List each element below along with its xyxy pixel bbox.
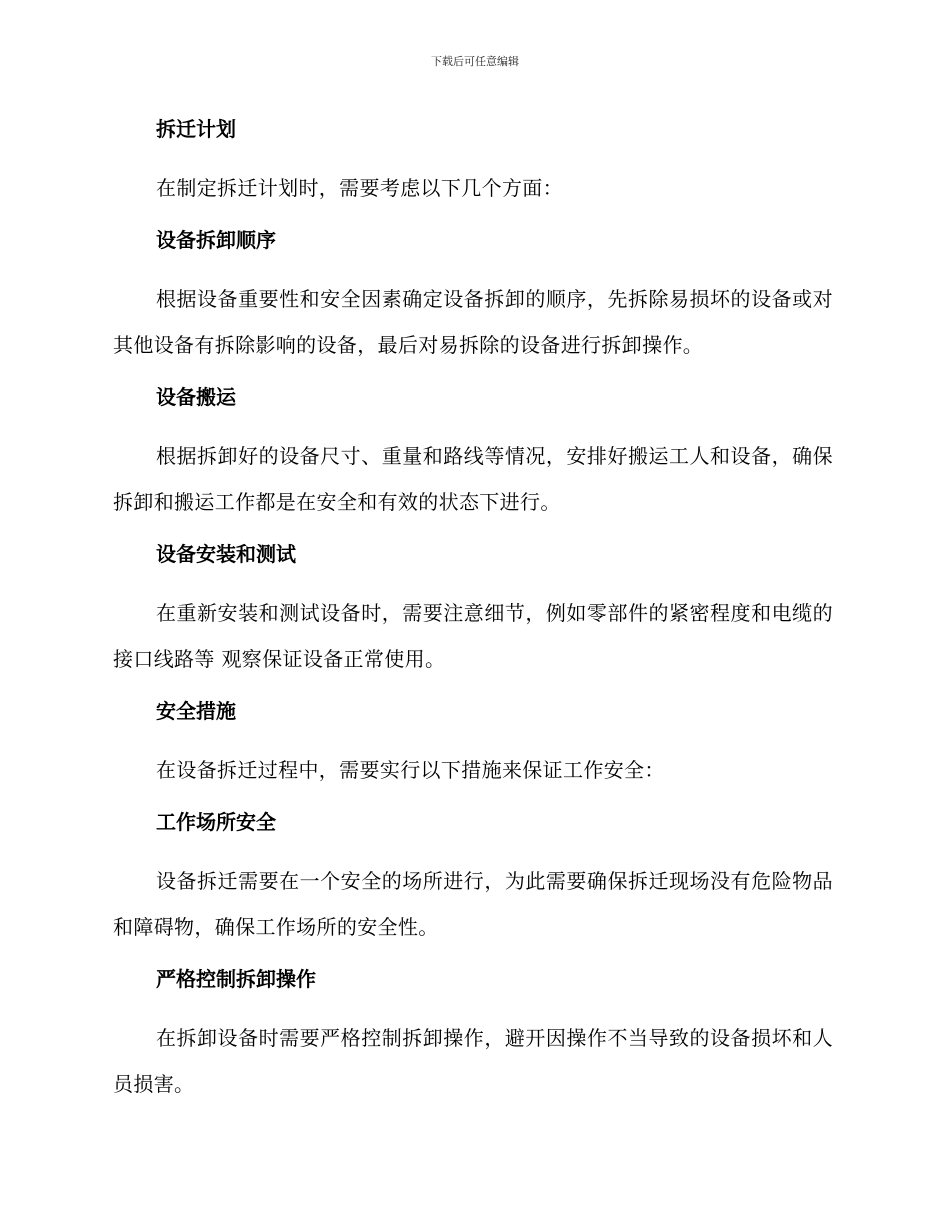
body-paragraph: 根据拆卸好的设备尺寸、重量和路线等情况，安排好搬运工人和设备，确保拆卸和搬运工作都是在安全和有效的状态下进行。 — [113, 444, 833, 514]
page-header: 下载后可任意编辑 — [431, 55, 519, 68]
section-heading: 严格控制拆卸操作 — [156, 967, 316, 991]
body-paragraph: 根据设备重要性和安全因素确定设备拆卸的顺序，先拆除易损坏的设备或对其他设备有拆除影响的设备，最后对易拆除的设备进行拆卸操作。 — [113, 287, 833, 357]
section-heading: 工作场所安全 — [156, 810, 276, 834]
section-heading: 安全措施 — [156, 699, 236, 723]
body-paragraph: 在制定拆迁计划时，需要考虑以下几个方面： — [156, 176, 563, 200]
section-heading: 设备拆卸顺序 — [156, 228, 276, 252]
body-paragraph: 在拆卸设备时需要严格控制拆卸操作，避开因操作不当导致的设备损坏和人员损害。 — [113, 1026, 833, 1096]
body-paragraph: 设备拆迁需要在一个安全的场所进行，为此需要确保拆迁现场没有危险物品和障碍物，确保工作场所的安全性。 — [113, 869, 833, 939]
section-heading: 设备搬运 — [156, 385, 236, 409]
section-heading: 拆迁计划 — [156, 117, 236, 141]
document-body — [113, 112, 833, 1119]
section-heading: 设备安装和测试 — [156, 542, 296, 566]
body-paragraph: 在重新安装和测试设备时，需要注意细节，例如零部件的紧密程度和电缆的接口线路等 观察保证设备正常使用。 — [113, 601, 833, 671]
body-paragraph: 在设备拆迁过程中，需要实行以下措施来保证工作安全： — [156, 758, 665, 782]
